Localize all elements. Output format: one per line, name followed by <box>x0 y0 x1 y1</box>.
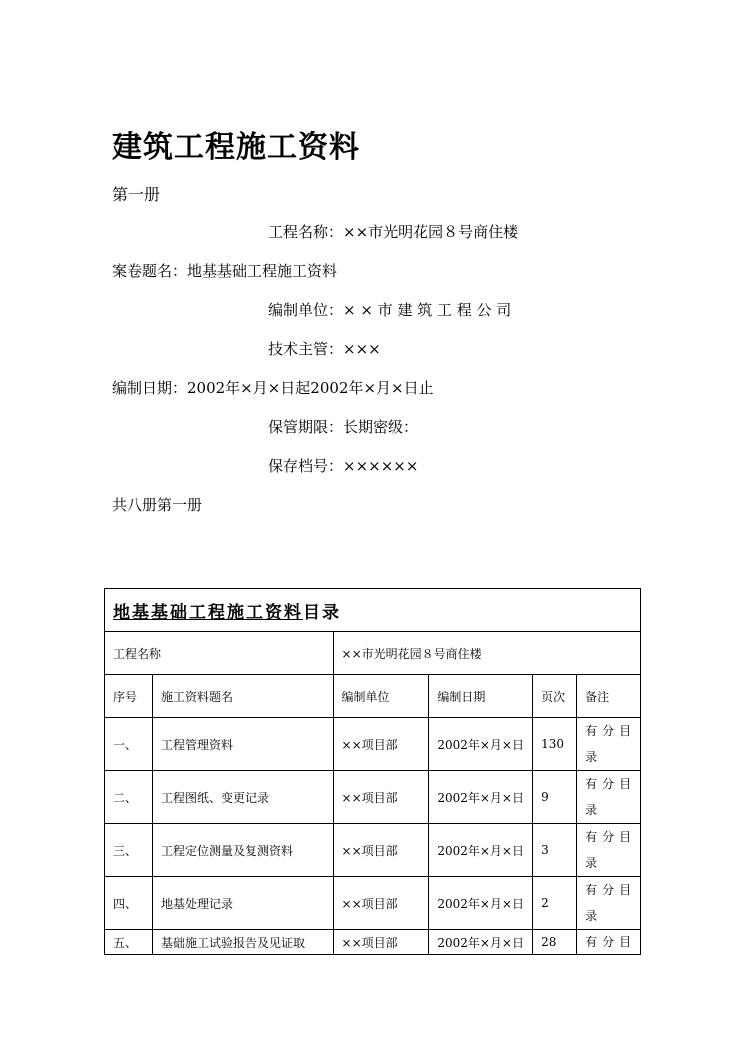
row-title: 基础施工试验报告及见证取 <box>152 930 333 955</box>
header-cell: 备注 <box>577 675 641 718</box>
project-name-line: 工程名称：××市光明花园８号商住楼 <box>268 223 519 241</box>
table-row <box>105 771 641 824</box>
table-row <box>105 877 641 930</box>
volume-label: 第一册 <box>112 185 161 204</box>
retention-line: 保管期限：长期密级： <box>268 418 419 436</box>
row-date: 2002年×月×日 <box>429 718 533 771</box>
row-pages: 3 <box>533 824 577 877</box>
header-cell: 序号 <box>105 675 153 718</box>
row-unit: ××项目部 <box>333 877 429 930</box>
table-row <box>105 824 641 877</box>
catalog-title <box>105 589 641 632</box>
row-date: 2002年×月×日 <box>429 930 533 955</box>
project-label-cell: 工程名称 <box>105 632 334 675</box>
row-note: 有分目录 <box>577 824 641 877</box>
catalog-title-suffix: 目录 <box>303 602 341 623</box>
row-unit: ××项目部 <box>333 718 429 771</box>
compiler-line: 编制单位：× × 市 建 筑 工 程 公 司 <box>268 301 512 319</box>
row-date: 2002年×月×日 <box>429 771 533 824</box>
row-note: 有分目录 <box>577 771 641 824</box>
catalog-table <box>104 588 641 955</box>
row-unit: ××项目部 <box>333 930 429 955</box>
document-title: 建筑工程施工资料 <box>112 130 360 165</box>
row-note: 有分目录 <box>577 877 641 930</box>
row-title: 工程定位测量及复测资料 <box>152 824 333 877</box>
row-unit: ××项目部 <box>333 771 429 824</box>
row-date: 2002年×月×日 <box>429 877 533 930</box>
tech-manager-line: 技术主管：××× <box>268 340 381 358</box>
file-title-line: 案卷题名：地基基础工程施工资料 <box>112 262 338 280</box>
row-number: 五、 <box>105 930 153 955</box>
row-pages: 2 <box>533 877 577 930</box>
table-header-row <box>105 675 641 718</box>
archive-number-line: 保存档号：×××××× <box>268 457 419 475</box>
header-cell: 编制单位 <box>333 675 429 718</box>
project-value-cell: ××市光明花园８号商住楼 <box>333 632 640 675</box>
table-row <box>105 930 641 955</box>
row-title: 地基处理记录 <box>152 877 333 930</box>
header-cell: 编制日期 <box>429 675 533 718</box>
row-unit: ××项目部 <box>333 824 429 877</box>
total-volumes-line: 共八册第一册 <box>112 496 203 514</box>
row-pages: 130 <box>533 718 577 771</box>
header-cell: 施工资料题名 <box>152 675 333 718</box>
header-cell: 页次 <box>533 675 577 718</box>
row-number: 三、 <box>105 824 153 877</box>
row-number: 四、 <box>105 877 153 930</box>
row-number: 二、 <box>105 771 153 824</box>
row-note: 有分目 <box>577 930 641 955</box>
table-row <box>105 718 641 771</box>
compile-date-line: 编制日期：2002年×月×日起2002年×月×日止 <box>112 379 434 397</box>
row-date: 2002年×月×日 <box>429 824 533 877</box>
row-pages: 9 <box>533 771 577 824</box>
row-note: 有分目录 <box>577 718 641 771</box>
row-number: 一、 <box>105 718 153 771</box>
row-title: 工程图纸、变更记录 <box>152 771 333 824</box>
catalog-title-main: 地基基础工程施工资料 <box>113 602 303 623</box>
row-pages: 28 <box>533 930 577 955</box>
row-title: 工程管理资料 <box>152 718 333 771</box>
